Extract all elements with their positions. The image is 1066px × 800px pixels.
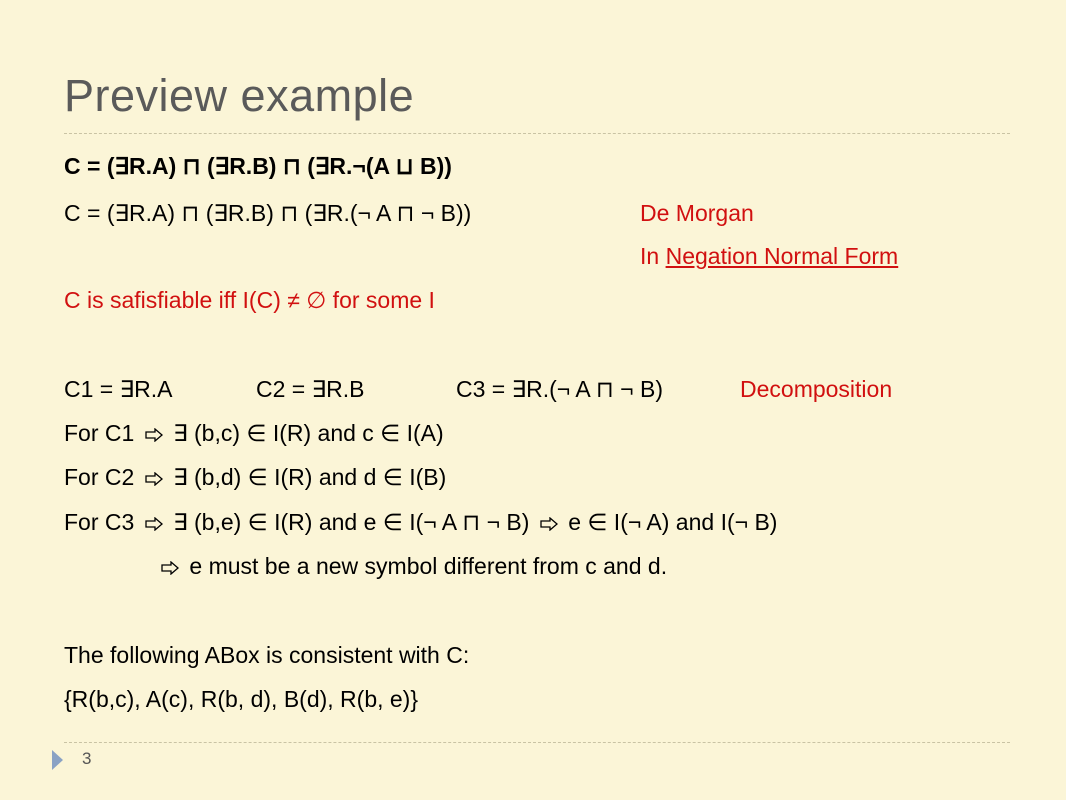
- c2-label: For C2: [64, 464, 135, 490]
- c1-consequence: ∃ (b,c) ∈ I(R) and c ∈ I(A): [173, 420, 444, 446]
- c3-reasoning: [64, 509, 777, 536]
- implies-arrow-icon: [141, 464, 167, 491]
- c3-consequence: ∃ (b,e) ∈ I(R) and e ∈ I(¬ A ⊓ ¬ B): [173, 509, 530, 535]
- de-morgan-note: De Morgan: [640, 200, 754, 226]
- page-number: 3: [82, 749, 92, 768]
- nnf-note-prefix: In: [640, 243, 666, 269]
- c3-decomposition: C3 = ∃R.(¬ A ⊓ ¬ B): [456, 376, 663, 402]
- c2-consequence: ∃ (b,d) ∈ I(R) and d ∈ I(B): [173, 464, 447, 490]
- implies-arrow-icon: [157, 553, 183, 580]
- c3-label: For C3: [64, 509, 135, 535]
- c3-conclusion: e ∈ I(¬ A) and I(¬ B): [568, 509, 778, 535]
- implies-arrow-icon: [141, 509, 167, 536]
- implies-arrow-icon: [536, 509, 562, 536]
- concept-definition: C = (∃R.A) ⊓ (∃R.B) ⊓ (∃R.¬(A ⊔ B)): [64, 153, 452, 179]
- decomposition-note: Decomposition: [740, 376, 893, 402]
- satisfiability-statement: C is safisfiable iff I(C) ≠ ∅ for some I: [64, 287, 435, 313]
- footer-triangle-icon: [52, 750, 63, 770]
- implies-arrow-icon: [141, 420, 167, 447]
- slide-title: Preview example: [64, 70, 415, 121]
- c1-reasoning: [64, 420, 444, 447]
- c1-label: For C1: [64, 420, 135, 446]
- concept-nnf-line: [64, 200, 471, 227]
- new-symbol-statement: e must be a new symbol different from c and d.: [189, 553, 668, 579]
- abox-assertions: {R(b,c), A(c), R(b, d), B(d), R(b, e)}: [64, 686, 419, 712]
- nnf-link[interactable]: Negation Normal Form: [665, 243, 899, 269]
- new-symbol-reasoning: [157, 553, 667, 580]
- nnf-note: [640, 243, 898, 270]
- c1-decomposition: C1 = ∃R.A: [64, 376, 173, 402]
- abox-intro: The following ABox is consistent with C:: [64, 642, 470, 668]
- footer-divider: [64, 742, 1010, 743]
- title-divider: [64, 133, 1010, 134]
- concept-nnf: C = (∃R.A) ⊓ (∃R.B) ⊓ (∃R.(¬ A ⊓ ¬ B)): [64, 200, 472, 226]
- c2-decomposition: C2 = ∃R.B: [256, 376, 365, 402]
- c2-reasoning: [64, 464, 446, 491]
